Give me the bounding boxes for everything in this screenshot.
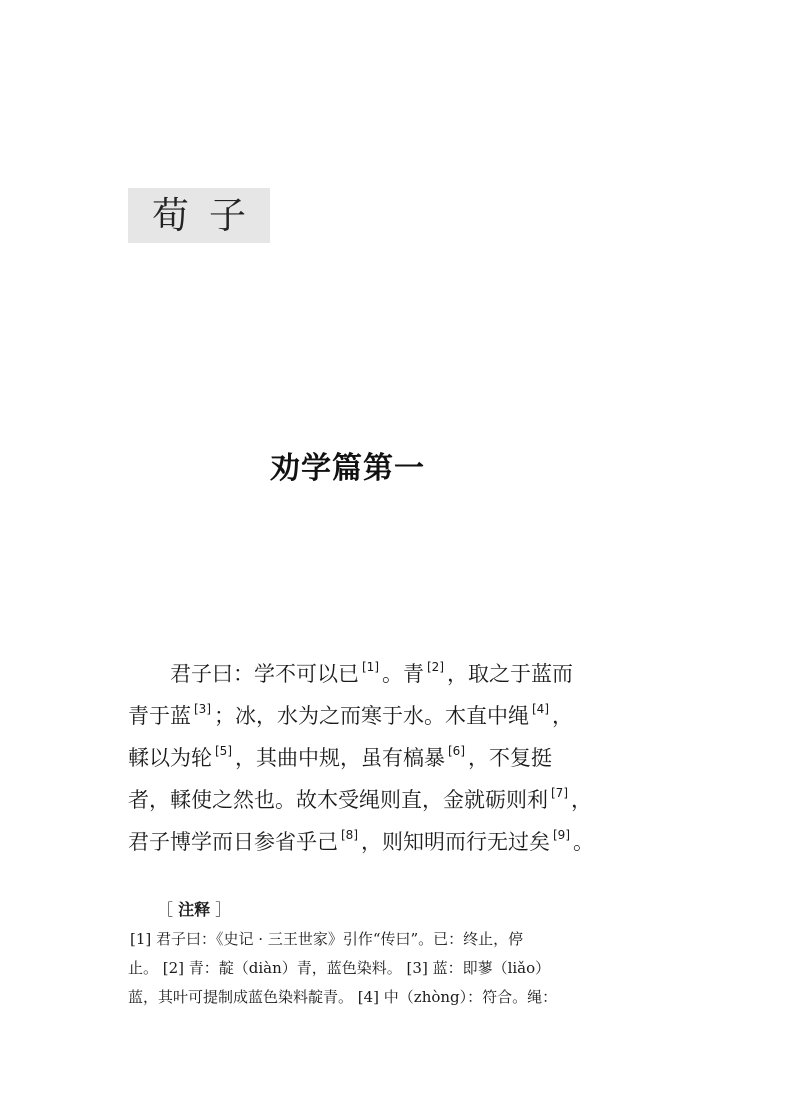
note-reference: [8] <box>341 828 358 842</box>
note-line: 蓝，其叶可提制成蓝色染料靛青。 [4] 中（zhòng）：符合。绳： <box>128 988 558 1006</box>
text-segment: 青于蓝 <box>128 704 191 728</box>
book-title <box>128 188 270 243</box>
note-reference: [6] <box>448 744 465 758</box>
text-segment: ，取之于蓝而 <box>447 662 573 686</box>
text-segment: ，其曲中规，虽有槁暴 <box>235 746 445 770</box>
note-reference: [2] <box>427 660 444 674</box>
text-line <box>128 772 592 814</box>
text-segment: 輮以为轮 <box>128 746 212 770</box>
notes-text <box>128 925 588 1012</box>
text-segment: 者，輮使之然也。故木受绳则直，金就砺则利 <box>128 788 548 812</box>
text-line <box>128 814 594 856</box>
chapter-title: 劝学篇第一 <box>270 451 425 486</box>
note-reference: [3] <box>194 702 211 716</box>
text-segment: 君子博学而日参省乎己 <box>128 830 338 854</box>
text-segment: 。青 <box>382 662 424 686</box>
note-reference: [7] <box>551 786 568 800</box>
notes-heading-close-bracket: ］ <box>215 900 232 919</box>
text-segment: 君子曰：学不可以已 <box>170 662 359 686</box>
notes-heading-open-bracket: ［ <box>157 900 174 919</box>
book-title-char: 荀 <box>152 194 189 237</box>
notes-heading-label: 注释 <box>178 900 211 919</box>
text-line <box>128 730 588 772</box>
text-segment: ，不复挺 <box>468 746 552 770</box>
notes-heading <box>157 897 231 920</box>
note-reference: [5] <box>215 744 232 758</box>
note-reference: [4] <box>532 702 549 716</box>
text-segment: ，则知明而行无过矣 <box>361 830 550 854</box>
note-line: [1] 君子曰：《史记 · 三王世家》引作“传曰”。已：终止，停 <box>130 930 524 948</box>
main-text <box>128 646 594 856</box>
note-line: 止。 [2] 青：靛（diàn）青，蓝色染料。 [3] 蓝：即蓼（liǎo） <box>128 959 551 977</box>
note-reference: [9] <box>553 828 570 842</box>
text-segment: ， <box>552 704 573 728</box>
text-segment: ， <box>571 788 592 812</box>
note-reference: [1] <box>362 660 379 674</box>
text-segment: 。 <box>573 830 594 854</box>
text-segment: ；冰，水为之而寒于水。木直中绳 <box>214 704 529 728</box>
text-line <box>128 688 588 730</box>
text-line <box>128 646 588 688</box>
book-title-char: 子 <box>209 194 246 237</box>
